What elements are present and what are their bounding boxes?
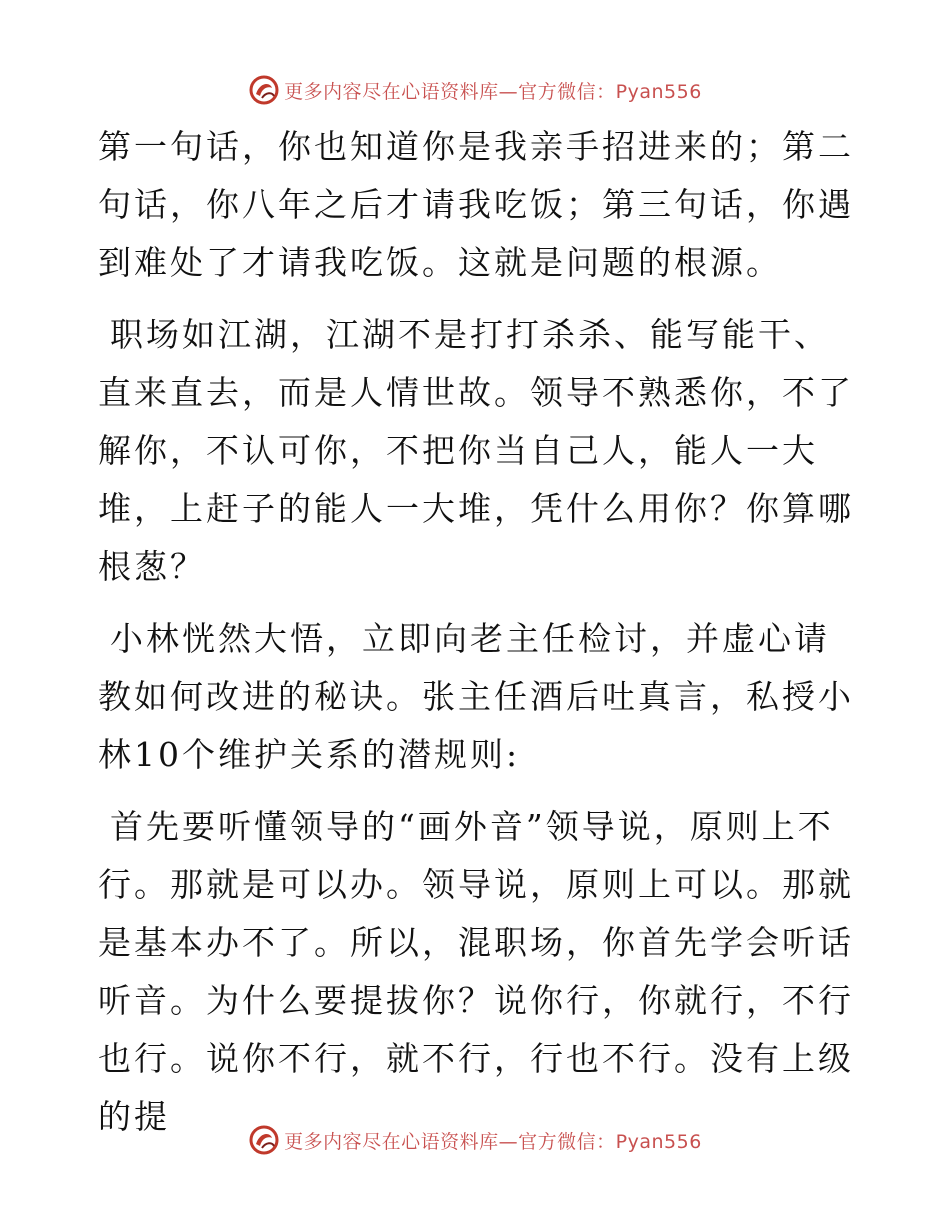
header-banner-text: 更多内容尽在心语资料库—官方微信：Pyan556 <box>284 80 702 103</box>
footer-banner-text: 更多内容尽在心语资料库—官方微信：Pyan556 <box>284 1130 702 1153</box>
paragraph-2: 职场如江湖，江湖不是打打杀杀、能写能干、直来直去，而是人情世故。领导不熟悉你，不了解你，不认可你，不把你当自己人，能人一大堆，上赶子的能人一大堆，凭什么用你？你算哪根葱？ <box>98 315 854 586</box>
paragraph-4: 首先要听懂领导的“画外音”领导说，原则上不行。那就是可以办。领导说，原则上可以。那就是基本办不了。所以，混职场，你首先学会听话听音。为什么要提拔你？说你行，你就行，不行也行。说你不行，就不行，行也不行。没有上级的提 <box>98 807 854 1136</box>
swirl-logo-icon <box>248 74 280 106</box>
footer-banner <box>0 1120 950 1160</box>
paragraph-3: 小林恍然大悟，立即向老主任检讨，并虚心请教如何改进的秘诀。张主任酒后吐真言，私授小林10个维护关系的潜规则: <box>98 619 854 774</box>
document-body <box>98 118 858 1160</box>
swirl-logo-icon <box>248 1124 280 1156</box>
paragraph-1: 第一句话，你也知道你是我亲手招进来的；第二句话，你八年之后才请我吃饭；第三句话，你遇到难处了才请我吃饭。这就是问题的根源。 <box>98 127 854 282</box>
header-banner <box>0 70 950 110</box>
